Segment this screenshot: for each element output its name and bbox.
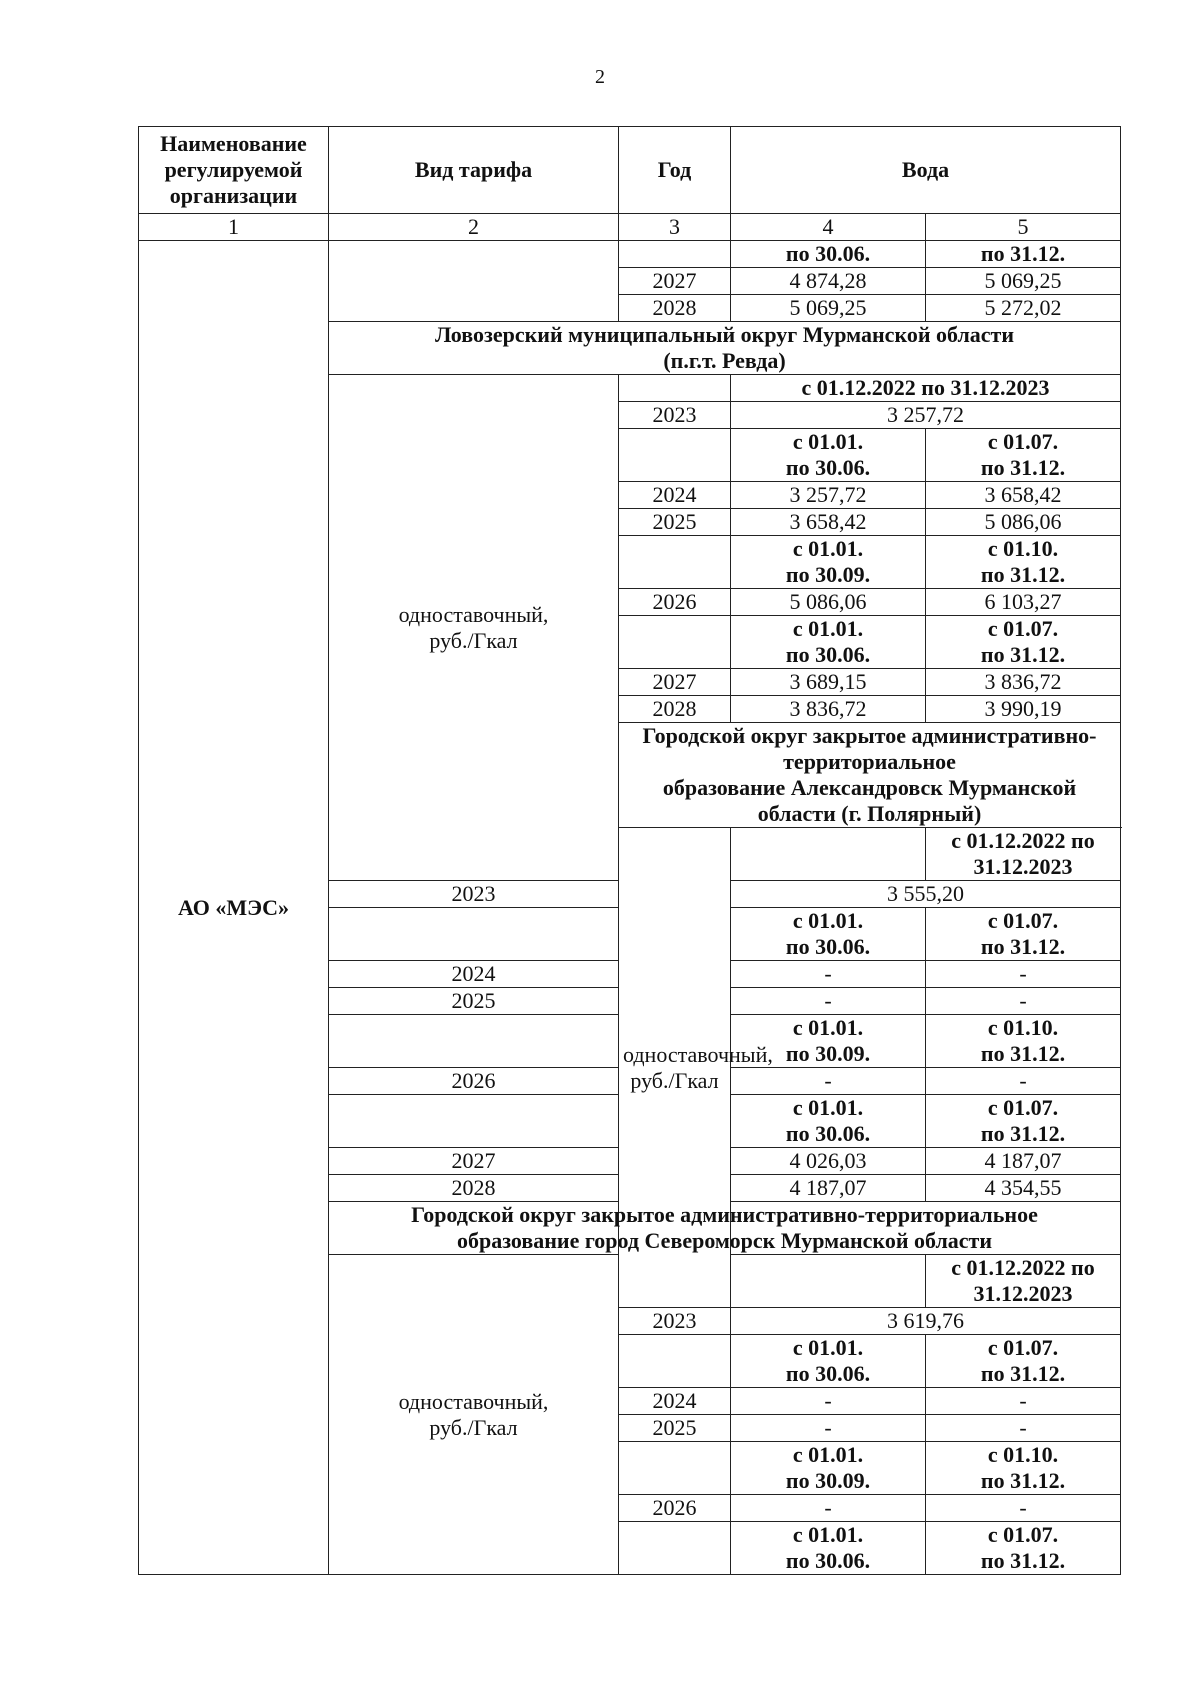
value-cell: 3 555,20 xyxy=(731,881,1121,908)
year-cell: 2024 xyxy=(329,961,619,988)
year-cell xyxy=(731,1255,926,1308)
value-cell: 3 689,15 xyxy=(731,669,926,696)
col-num-3: 3 xyxy=(619,214,731,241)
period-cell: с 01.12.2022 по 31.12.2023 xyxy=(731,375,1121,402)
section-title xyxy=(619,723,1121,828)
value-cell: 3 990,19 xyxy=(926,696,1121,723)
section-title xyxy=(329,322,1121,375)
period-cell: с 01.12.2022 по 31.12.2023 xyxy=(926,828,1121,881)
year-cell: 2027 xyxy=(619,268,731,295)
value-cell: 3 257,72 xyxy=(731,482,926,509)
period-cell: по 30.06. xyxy=(731,241,926,268)
value-cell: 3 619,76 xyxy=(731,1308,1121,1335)
col-num-2: 2 xyxy=(329,214,619,241)
period-cell: с 01.10. по 31.12. xyxy=(926,536,1121,589)
period-cell: с 01.07. по 31.12. xyxy=(926,616,1121,669)
period-cell: с 01.10. по 31.12. xyxy=(926,1442,1121,1495)
tariff-unit: руб./Гкал xyxy=(429,1414,518,1440)
tariff-unit: руб./Гкал xyxy=(429,627,518,653)
section-title-line: образование город Североморск Мурманской области xyxy=(456,1228,993,1253)
value-cell: 4 026,03 xyxy=(731,1148,926,1175)
period-cell: с 01.07. по 31.12. xyxy=(926,429,1121,482)
value-cell: 4 874,28 xyxy=(731,268,926,295)
value-cell: 4 187,07 xyxy=(926,1148,1121,1175)
year-cell xyxy=(619,616,731,669)
section-title-line: Городской округ закрытое административно-территориальное xyxy=(411,1202,1038,1227)
year-cell xyxy=(619,1522,731,1575)
organization-name: АО «МЭС» xyxy=(139,241,329,1575)
period-cell: с 01.01. по 30.06. xyxy=(731,1335,926,1388)
year-cell: 2028 xyxy=(329,1175,619,1202)
header-organization: Наименование регулируемой организации xyxy=(139,127,329,214)
value-cell: - xyxy=(731,961,926,988)
year-cell xyxy=(329,1015,619,1068)
value-cell: - xyxy=(731,1068,926,1095)
header-tariff-type: Вид тарифа xyxy=(329,127,619,214)
tariff-table xyxy=(138,126,1121,1575)
section-title-line: Городской округ закрытое административно-территориальное xyxy=(642,723,1097,774)
value-cell: - xyxy=(731,1415,926,1442)
header-year: Год xyxy=(619,127,731,214)
tariff-type: одноставочный, xyxy=(398,601,549,627)
year-cell: 2025 xyxy=(619,509,731,536)
tariff-unit: руб./Гкал xyxy=(630,1067,719,1093)
value-cell: 6 103,27 xyxy=(926,589,1121,616)
period-cell: с 01.07. по 31.12. xyxy=(926,1522,1121,1575)
value-cell: 5 086,06 xyxy=(731,589,926,616)
period-cell: с 01.01. по 30.09. xyxy=(731,1442,926,1495)
value-cell: 3 658,42 xyxy=(926,482,1121,509)
year-cell: 2027 xyxy=(619,669,731,696)
value-cell: - xyxy=(731,1495,926,1522)
value-cell: 5 272,02 xyxy=(926,295,1121,322)
year-cell xyxy=(329,1095,619,1148)
year-cell xyxy=(329,908,619,961)
year-cell: 2027 xyxy=(329,1148,619,1175)
period-cell: с 01.01. по 30.06. xyxy=(731,616,926,669)
period-cell: с 01.10. по 31.12. xyxy=(926,1015,1121,1068)
col-num-1: 1 xyxy=(139,214,329,241)
value-cell: - xyxy=(731,988,926,1015)
year-cell xyxy=(731,828,926,881)
period-cell: с 01.12.2022 по 31.12.2023 xyxy=(926,1255,1121,1308)
year-cell: 2026 xyxy=(619,589,731,616)
tariff-type-cell xyxy=(329,1255,619,1575)
section-title-line: (п.г.т. Ревда) xyxy=(663,348,786,373)
year-cell xyxy=(619,241,731,268)
year-cell: 2023 xyxy=(619,1308,731,1335)
value-cell: 4 187,07 xyxy=(731,1175,926,1202)
year-cell: 2028 xyxy=(619,696,731,723)
table-row xyxy=(139,241,1121,268)
year-cell xyxy=(619,1335,731,1388)
year-cell xyxy=(619,536,731,589)
value-cell: - xyxy=(926,1415,1121,1442)
period-cell: по 31.12. xyxy=(926,241,1121,268)
value-cell: 3 257,72 xyxy=(731,402,1121,429)
year-cell: 2025 xyxy=(619,1415,731,1442)
period-cell: с 01.01. по 30.09. xyxy=(731,1015,926,1068)
value-cell: - xyxy=(926,1068,1121,1095)
period-cell: с 01.01. по 30.06. xyxy=(731,1522,926,1575)
year-cell: 2026 xyxy=(329,1068,619,1095)
value-cell: 3 658,42 xyxy=(731,509,926,536)
period-cell: с 01.07. по 31.12. xyxy=(926,1335,1121,1388)
year-cell: 2024 xyxy=(619,1388,731,1415)
tariff-type-cell xyxy=(329,241,619,322)
section-title-line: Ловозерский муниципальный округ Мурманской области xyxy=(434,322,1015,347)
header-row xyxy=(139,127,1121,214)
value-cell: - xyxy=(926,988,1121,1015)
header-water: Вода xyxy=(731,127,1121,214)
year-cell: 2026 xyxy=(619,1495,731,1522)
value-cell: 4 354,55 xyxy=(926,1175,1121,1202)
value-cell: 3 836,72 xyxy=(731,696,926,723)
section-title-line: образование Александровск Мурманской области (г. Полярный) xyxy=(662,775,1077,826)
year-cell xyxy=(619,429,731,482)
period-cell: с 01.01. по 30.06. xyxy=(731,429,926,482)
tariff-type-cell xyxy=(329,375,619,881)
col-num-4: 4 xyxy=(731,214,926,241)
value-cell: 5 069,25 xyxy=(731,295,926,322)
value-cell: 5 069,25 xyxy=(926,268,1121,295)
year-cell: 2023 xyxy=(619,402,731,429)
period-cell: с 01.01. по 30.09. xyxy=(731,536,926,589)
column-number-row xyxy=(139,214,1121,241)
period-cell: с 01.01. по 30.06. xyxy=(731,1095,926,1148)
year-cell: 2023 xyxy=(329,881,619,908)
period-cell: с 01.01. по 30.06. xyxy=(731,908,926,961)
page-number: 2 xyxy=(595,66,605,88)
year-cell: 2024 xyxy=(619,482,731,509)
value-cell: - xyxy=(926,961,1121,988)
year-cell xyxy=(619,375,731,402)
value-cell: 3 836,72 xyxy=(926,669,1121,696)
period-cell: с 01.07. по 31.12. xyxy=(926,908,1121,961)
value-cell: - xyxy=(926,1495,1121,1522)
year-cell: 2025 xyxy=(329,988,619,1015)
value-cell: - xyxy=(731,1388,926,1415)
year-cell: 2028 xyxy=(619,295,731,322)
tariff-type: одноставочный, xyxy=(398,1388,549,1414)
section-title xyxy=(329,1202,1121,1255)
year-cell xyxy=(619,1442,731,1495)
tariff-type: одноставочный, xyxy=(623,1041,773,1067)
value-cell: 5 086,06 xyxy=(926,509,1121,536)
period-cell: с 01.07. по 31.12. xyxy=(926,1095,1121,1148)
value-cell: - xyxy=(926,1388,1121,1415)
col-num-5: 5 xyxy=(926,214,1121,241)
